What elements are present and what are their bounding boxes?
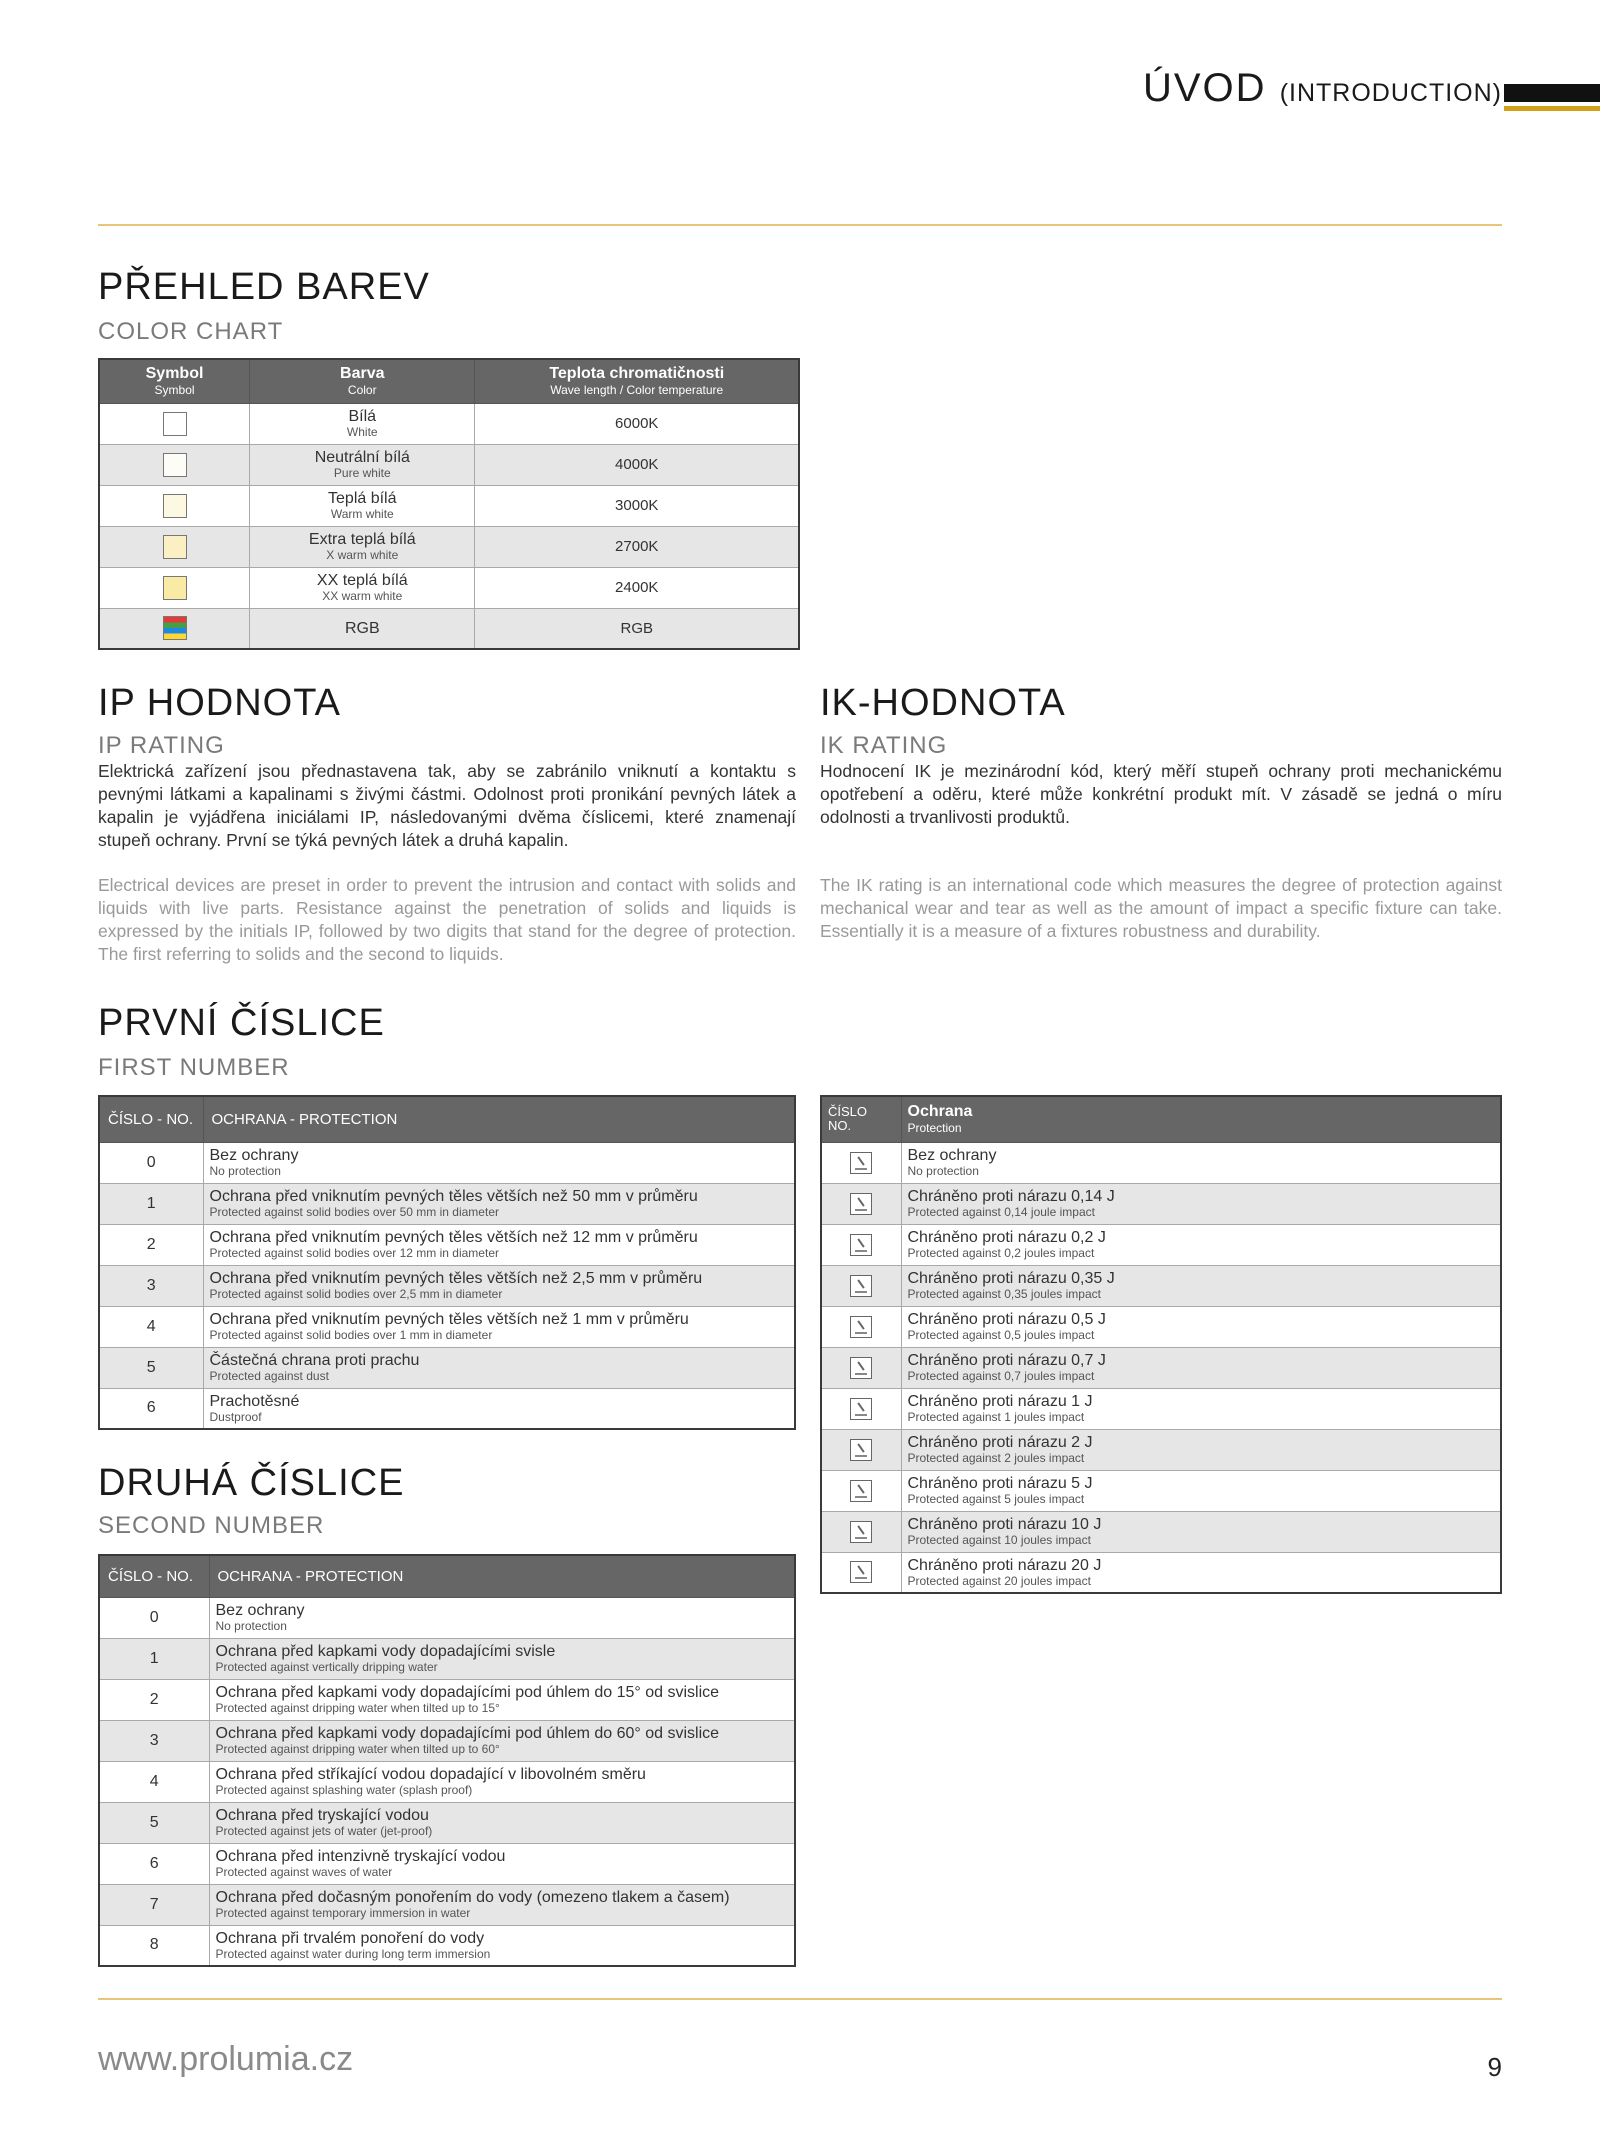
ik-rating-title: IK-HODNOTA bbox=[820, 682, 1066, 724]
table-row: Chráněno proti nárazu 1 J Protected against 1 joules impact bbox=[821, 1388, 1501, 1429]
table-row: Chráněno proti nárazu 20 J Protected against 20 joules impact bbox=[821, 1552, 1501, 1593]
second-number-title: DRUHÁ ČÍSLICE bbox=[98, 1462, 405, 1504]
table-row: RGB RGB bbox=[99, 608, 799, 649]
hammer-impact-icon bbox=[850, 1234, 872, 1256]
table-row: Chráněno proti nárazu 0,5 J Protected against 0,5 joules impact bbox=[821, 1306, 1501, 1347]
table-row: 5 Ochrana před tryskající vodou Protected against jets of water (jet-proof) bbox=[99, 1802, 795, 1843]
first-number-title: PRVNÍ ČÍSLICE bbox=[98, 1002, 385, 1044]
table-row: XX teplá bílá XX warm white 2400K bbox=[99, 567, 799, 608]
color-swatch bbox=[163, 576, 187, 600]
top-divider bbox=[98, 224, 1502, 226]
table-row: 4 Ochrana před stříkající vodou dopadající v libovolném směru Protected against splashing water (splash proof) bbox=[99, 1761, 795, 1802]
header-title: ÚVOD bbox=[1142, 66, 1267, 110]
header-cell-protection: OCHRANA - PROTECTION bbox=[203, 1096, 795, 1142]
table-row: Chráněno proti nárazu 5 J Protected against 5 joules impact bbox=[821, 1470, 1501, 1511]
hammer-impact-icon bbox=[850, 1521, 872, 1543]
table-row: Bez ochrany No protection bbox=[821, 1142, 1501, 1183]
header-bar-gold bbox=[1504, 106, 1600, 111]
table-row: 3 Ochrana před vniknutím pevných těles větších než 2,5 mm v průměru Protected against solid bodies over 2,5 mm in diameter bbox=[99, 1265, 795, 1306]
hammer-impact-icon bbox=[850, 1357, 872, 1379]
table-row: Neutrální bílá Pure white 4000K bbox=[99, 444, 799, 485]
table-row: 6 Ochrana před intenzivně tryskající vodou Protected against waves of water bbox=[99, 1843, 795, 1884]
table-row: 0 Bez ochrany No protection bbox=[99, 1142, 795, 1183]
rgb-swatch bbox=[163, 616, 187, 640]
ik-text-en: The IK rating is an international code which measures the degree of protection against mechanical wear and tear as well as the amount of impact a specific fixture can take. Essentially it is a measure of a fixtures robustness and durability. bbox=[820, 875, 1502, 941]
ik-table-header bbox=[821, 1096, 1501, 1142]
table-row: Chráněno proti nárazu 0,35 J Protected against 0,35 joules impact bbox=[821, 1265, 1501, 1306]
header-cell-number: ČÍSLO - NO. bbox=[99, 1555, 209, 1597]
color-table-header bbox=[99, 359, 799, 403]
hammer-impact-icon bbox=[850, 1316, 872, 1338]
ip-rating-subtitle: IP RATING bbox=[98, 732, 225, 759]
hammer-impact-icon bbox=[850, 1439, 872, 1461]
first-number-header bbox=[99, 1096, 795, 1142]
table-row: Chráněno proti nárazu 0,2 J Protected against 0,2 joules impact bbox=[821, 1224, 1501, 1265]
color-swatch bbox=[163, 494, 187, 518]
hammer-impact-icon bbox=[850, 1275, 872, 1297]
hammer-impact-icon bbox=[850, 1480, 872, 1502]
ip-rating-title: IP HODNOTA bbox=[98, 682, 341, 724]
ip-text-cz: Elektrická zařízení jsou přednastavena tak, aby se zabránilo vniknutí a kontaktu s pevnými látkami a kapalinami s živými částmi. Odolnost proti pronikání pevných látek a kapalin je vyjádřena iniciálami IP, následovanými dvěma číslicemi, které znamenají stupeň ochrany. První se týká pevných látek a druhá kapalin. bbox=[98, 761, 796, 850]
header-bar-black bbox=[1504, 84, 1600, 102]
page-number: 9 bbox=[1487, 2052, 1502, 2082]
table-row: 6 Prachotěsné Dustproof bbox=[99, 1388, 795, 1429]
table-row: Chráněno proti nárazu 0,7 J Protected against 0,7 joules impact bbox=[821, 1347, 1501, 1388]
bottom-divider bbox=[98, 1998, 1502, 2000]
header-cell-protection: Ochrana Protection bbox=[901, 1096, 1501, 1142]
table-row: 3 Ochrana před kapkami vody dopadajícími pod úhlem do 60° od svislice Protected against dripping water when tilted up to 60° bbox=[99, 1720, 795, 1761]
color-chart-title: PŘEHLED BAREV bbox=[98, 266, 430, 308]
second-number-table bbox=[98, 1554, 796, 1967]
ik-rating-subtitle: IK RATING bbox=[820, 732, 948, 759]
hammer-impact-icon bbox=[850, 1398, 872, 1420]
footer-website-link[interactable]: www.prolumia.cz bbox=[98, 2040, 354, 2078]
table-row: 7 Ochrana před dočasným ponořením do vody (omezeno tlakem a časem) Protected against temporary immersion in water bbox=[99, 1884, 795, 1925]
table-row: Extra teplá bílá X warm white 2700K bbox=[99, 526, 799, 567]
table-row: 1 Ochrana před kapkami vody dopadajícími svisle Protected against vertically dripping water bbox=[99, 1638, 795, 1679]
table-row: 0 Bez ochrany No protection bbox=[99, 1597, 795, 1638]
ip-text-en: Electrical devices are preset in order to prevent the intrusion and contact with solids and liquids with live parts. Resistance against the penetration of solids and liquids is expressed by the initials IP, followed by two digits that stand for the degree of protection. The first referring to solids and the second to liquids. bbox=[98, 875, 796, 964]
table-row: Chráněno proti nárazu 10 J Protected against 10 joules impact bbox=[821, 1511, 1501, 1552]
table-row: 2 Ochrana před vniknutím pevných těles větších než 12 mm v průměru Protected against solid bodies over 12 mm in diameter bbox=[99, 1224, 795, 1265]
header-cell-number: ČÍSLO NO. bbox=[821, 1096, 901, 1142]
color-swatch bbox=[163, 412, 187, 436]
color-swatch bbox=[163, 453, 187, 477]
table-row: 2 Ochrana před kapkami vody dopadajícími pod úhlem do 15° od svislice Protected against dripping water when tilted up to 15° bbox=[99, 1679, 795, 1720]
table-row: Chráněno proti nárazu 0,14 J Protected against 0,14 joule impact bbox=[821, 1183, 1501, 1224]
header-cell-protection: OCHRANA - PROTECTION bbox=[209, 1555, 795, 1597]
ik-text-cz: Hodnocení IK je mezinárodní kód, který měří stupeň ochrany proti mechanickému opotřebení a oděru, které může konkrétní produkt mít. V zásadě se jedná o míru odolnosti a trvanlivosti produktů. bbox=[820, 761, 1502, 827]
color-swatch bbox=[163, 535, 187, 559]
table-row: 1 Ochrana před vniknutím pevných těles větších než 50 mm v průměru Protected against solid bodies over 50 mm in diameter bbox=[99, 1183, 795, 1224]
second-number-header bbox=[99, 1555, 795, 1597]
first-number-subtitle: FIRST NUMBER bbox=[98, 1054, 290, 1081]
table-row: 8 Ochrana při trvalém ponoření do vody Protected against water during long term immersion bbox=[99, 1925, 795, 1966]
first-number-table bbox=[98, 1095, 796, 1430]
color-chart-subtitle: COLOR CHART bbox=[98, 318, 284, 345]
header-cell-temperature: Teplota chromatičnosti Wave length / Color temperature bbox=[475, 359, 799, 403]
hammer-impact-icon bbox=[850, 1561, 872, 1583]
table-row: 4 Ochrana před vniknutím pevných těles větších než 1 mm v průměru Protected against solid bodies over 1 mm in diameter bbox=[99, 1306, 795, 1347]
header-cell-number: ČÍSLO - NO. bbox=[99, 1096, 203, 1142]
table-row: Bílá White 6000K bbox=[99, 403, 799, 444]
hammer-impact-icon bbox=[850, 1193, 872, 1215]
hammer-impact-icon bbox=[850, 1152, 872, 1174]
header-cell-color: Barva Color bbox=[250, 359, 475, 403]
second-number-subtitle: SECOND NUMBER bbox=[98, 1512, 325, 1539]
color-chart-table bbox=[98, 358, 800, 650]
page-header-title bbox=[1143, 66, 1502, 111]
table-row: Chráněno proti nárazu 2 J Protected against 2 joules impact bbox=[821, 1429, 1501, 1470]
table-row: Teplá bílá Warm white 3000K bbox=[99, 485, 799, 526]
header-subtitle: (INTRODUCTION) bbox=[1279, 79, 1502, 107]
ik-rating-table bbox=[820, 1095, 1502, 1594]
header-cell-symbol: Symbol Symbol bbox=[99, 359, 250, 403]
table-row: 5 Částečná chrana proti prachu Protected against dust bbox=[99, 1347, 795, 1388]
